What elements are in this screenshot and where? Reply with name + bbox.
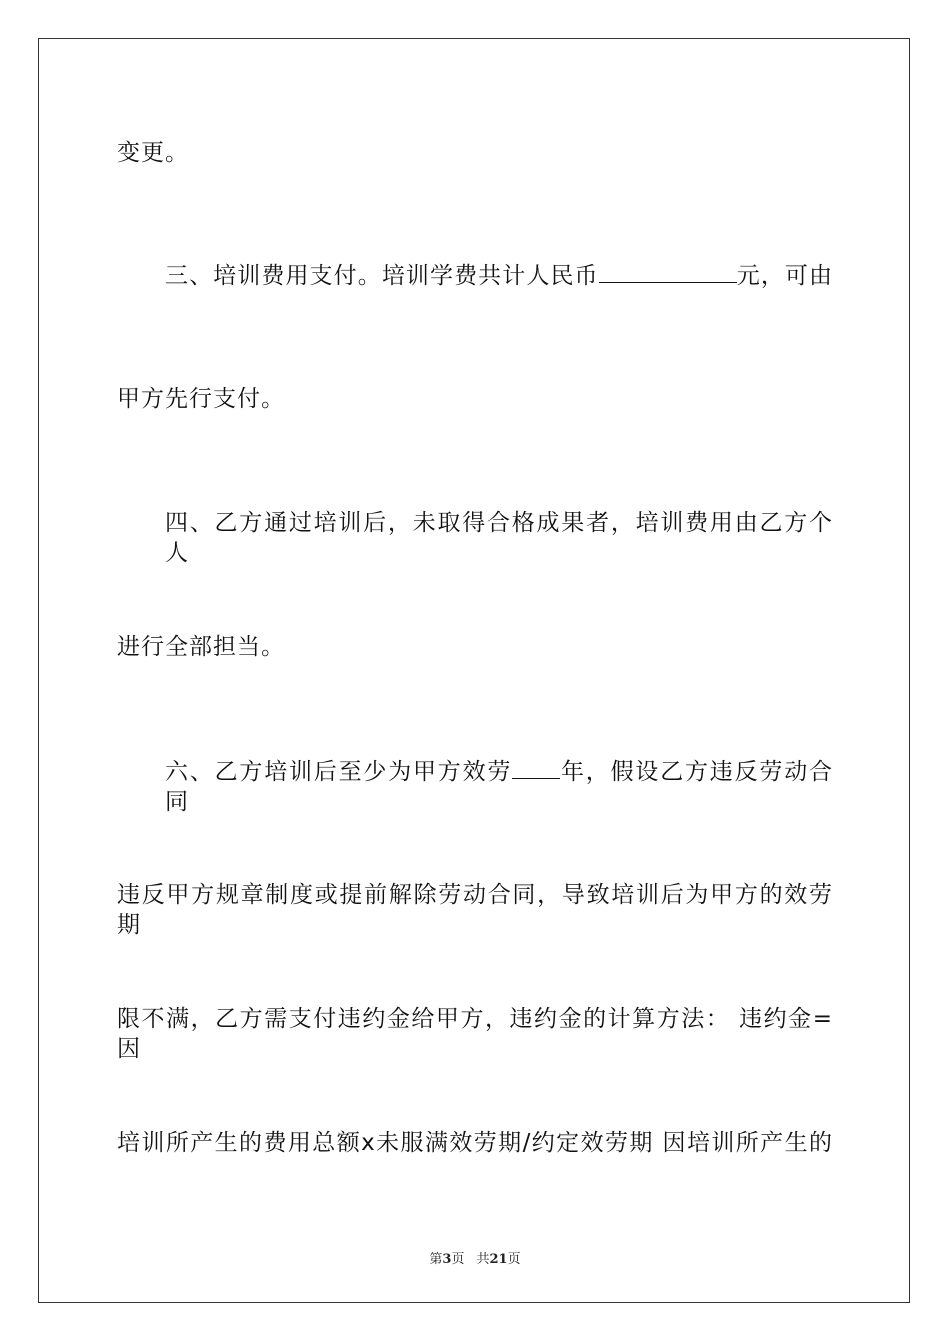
footer-page-prefix: 第 [429, 1252, 443, 1267]
years-blank [512, 756, 560, 779]
text-line-9: 培训所产生的费用总额x未服满效劳期/约定效劳期 因培训所产生的 [117, 1130, 833, 1156]
footer-total-prefix: 共 [476, 1252, 490, 1267]
text-line-4: 四、乙方通过培训后，未取得合格成果者，培训费用由乙方个人 [165, 510, 833, 566]
footer-total-suffix: 页 [507, 1252, 521, 1267]
amount-blank [599, 260, 737, 283]
text-line-3: 甲方先行支付。 [117, 386, 285, 412]
footer-total-pages: 21 [489, 1252, 508, 1267]
text-line-7: 违反甲方规章制度或提前解除劳动合同，导致培训后为甲方的效劳期 [117, 882, 833, 938]
footer-page-number: 3 [442, 1252, 452, 1267]
text-line-1: 变更。 [117, 140, 189, 166]
text-line-6-end: 年，假设乙方违反劳动合同 [165, 759, 834, 815]
text-line-2 [117, 260, 833, 290]
text-line-5: 进行全部担当。 [117, 634, 285, 660]
text-line-2-start: 三、培训费用支付。培训学费共计人民币 [165, 263, 599, 289]
page-border [38, 38, 910, 1303]
text-line-2-end: 元，可由 [736, 263, 834, 289]
text-line-6-start: 六、乙方培训后至少为甲方效劳 [165, 759, 513, 785]
text-line-8: 限不满，乙方需支付违约金给甲方，违约金的计算方法： 违约金=因 [117, 1006, 833, 1062]
text-line-6 [117, 756, 834, 815]
footer-page-suffix: 页 [451, 1252, 465, 1267]
page-footer [0, 1248, 950, 1267]
